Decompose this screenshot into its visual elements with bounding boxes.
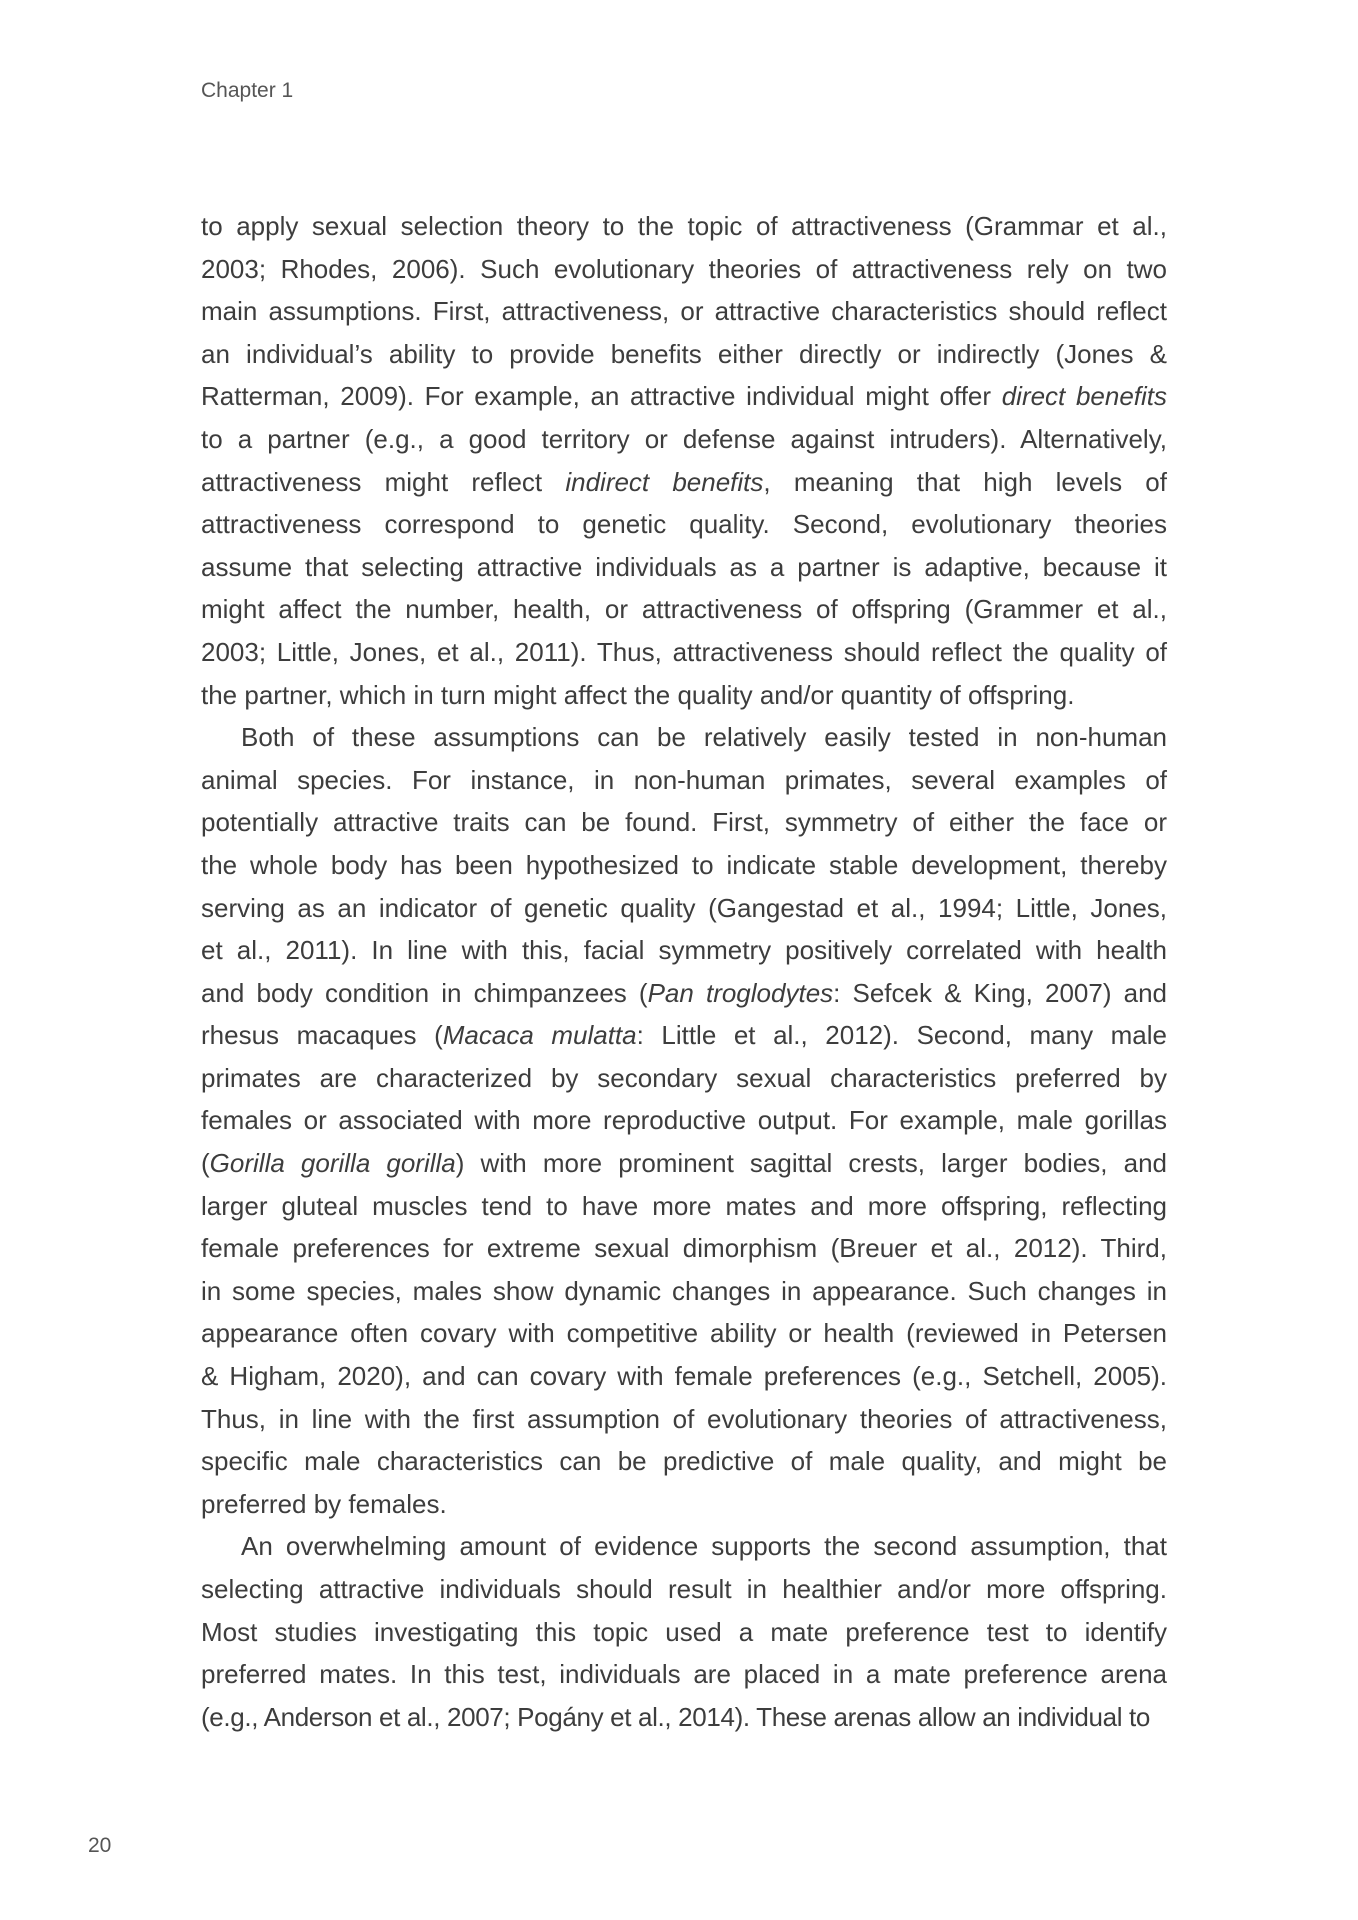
text-run: females or associated with more reproductive output. For example, male gorillas <box>201 1105 1167 1136</box>
text-run: 2003; Little, Jones, et al., 2011). Thus, attractiveness should reflect the quality of <box>201 636 1167 667</box>
text-line <box>201 248 1167 291</box>
text-run: and body condition in chimpanzees ( <box>201 977 648 1008</box>
text-run: the partner, which in turn might affect the quality and/or quantity of offspring. <box>201 679 1075 710</box>
text-run: rhesus macaques ( <box>201 1020 443 1051</box>
text-line <box>201 759 1167 802</box>
running-head: Chapter 1 <box>201 79 294 102</box>
paragraph-1 <box>201 205 1167 716</box>
text-run: (e.g., Anderson et al., 2007; Pogány et al., 2014). These arenas allow an individual to <box>201 1701 1151 1732</box>
text-line <box>201 1312 1167 1355</box>
text-line <box>201 674 1167 717</box>
text-line <box>201 546 1167 589</box>
text-line <box>201 1014 1167 1057</box>
text-line <box>201 972 1167 1015</box>
text-line <box>201 461 1167 504</box>
text-run: might affect the number, health, or attractiveness of offspring (Grammer et al., <box>201 594 1167 625</box>
text-run: specific male characteristics can be predictive of male quality, and might be <box>201 1446 1167 1477</box>
text-line <box>201 1568 1167 1611</box>
text-line <box>201 1525 1167 1568</box>
body-text <box>201 205 1167 1738</box>
text-line <box>201 1483 1167 1526</box>
text-run: appearance often covary with competitive ability or health (reviewed in Petersen <box>201 1318 1167 1349</box>
text-run: serving as an indicator of genetic quality (Gangestad et al., 1994; Little, Jones, <box>201 892 1167 923</box>
text-run: Ratterman, 2009). For example, an attractive individual might offer <box>201 381 1002 412</box>
text-line <box>201 1696 1167 1739</box>
text-line <box>201 1057 1167 1100</box>
text-line <box>201 1099 1167 1142</box>
text-line <box>201 588 1167 631</box>
text-line <box>201 333 1167 376</box>
italic-text: direct benefits <box>1001 381 1168 412</box>
text-line <box>201 1142 1167 1185</box>
text-run: the whole body has been hypothesized to indicate stable development, thereby <box>201 849 1167 880</box>
paragraph-2 <box>201 716 1167 1525</box>
italic-text: Macaca mulatta <box>442 1020 637 1051</box>
text-run: to a partner (e.g., a good territory or defense against intruders). Alternatively, <box>201 423 1167 454</box>
text-line <box>201 844 1167 887</box>
text-run: attractiveness correspond to genetic quality. Second, evolutionary theories <box>201 509 1167 540</box>
text-run: attractiveness might reflect <box>201 466 566 497</box>
text-line <box>201 887 1167 930</box>
text-line <box>201 1653 1167 1696</box>
text-line <box>201 375 1167 418</box>
text-line <box>201 1440 1167 1483</box>
text-run: preferred mates. In this test, individuals are placed in a mate preference arena <box>201 1659 1167 1690</box>
text-run: potentially attractive traits can be found. First, symmetry of either the face or <box>201 807 1167 838</box>
text-run: to apply sexual selection theory to the topic of attractiveness (Grammar et al., <box>201 211 1167 241</box>
text-run: main assumptions. First, attractiveness, or attractive characteristics should reflect <box>201 296 1167 327</box>
italic-text: Gorilla gorilla gorilla <box>209 1148 456 1179</box>
text-line <box>201 290 1167 333</box>
italic-text: indirect benefits <box>565 466 764 497</box>
text-line <box>201 1185 1167 1228</box>
text-run: preferred by females. <box>201 1488 447 1519</box>
text-line <box>201 1611 1167 1654</box>
text-run: animal species. For instance, in non-human primates, several examples of <box>201 764 1167 795</box>
text-line <box>201 503 1167 546</box>
text-line <box>201 205 1167 248</box>
italic-text: Pan troglodytes <box>647 977 834 1008</box>
page-number: 20 <box>88 1834 112 1857</box>
paragraph-3 <box>201 1525 1167 1738</box>
text-run: An overwhelming amount of evidence supports the second assumption, that <box>241 1531 1167 1562</box>
text-run: : Sefcek & King, 2007) and <box>833 977 1167 1008</box>
text-line <box>201 1270 1167 1313</box>
text-line <box>201 418 1167 461</box>
text-line <box>201 1398 1167 1441</box>
text-run: Thus, in line with the first assumption of evolutionary theories of attractiveness, <box>201 1403 1167 1434</box>
text-run: ) with more prominent sagittal crests, larger bodies, and <box>455 1148 1167 1179</box>
text-run: : Little et al., 2012). Second, many male <box>636 1020 1167 1051</box>
text-line <box>201 801 1167 844</box>
text-run: , meaning that high levels of <box>763 466 1167 497</box>
text-run: 2003; Rhodes, 2006). Such evolutionary theories of attractiveness rely on two <box>201 253 1167 284</box>
text-line <box>201 1227 1167 1270</box>
text-run: female preferences for extreme sexual dimorphism (Breuer et al., 2012). Third, <box>201 1233 1167 1264</box>
text-line <box>201 631 1167 674</box>
text-run: & Higham, 2020), and can covary with female preferences (e.g., Setchell, 2005). <box>201 1361 1167 1392</box>
text-run: larger gluteal muscles tend to have more mates and more offspring, reflecting <box>201 1190 1167 1221</box>
text-run: selecting attractive individuals should result in healthier and/or more offspring. <box>201 1574 1167 1604</box>
text-run: in some species, males show dynamic changes in appearance. Such changes in <box>201 1275 1167 1306</box>
text-run: et al., 2011). In line with this, facial symmetry positively correlated with health <box>201 935 1167 966</box>
text-run: Both of these assumptions can be relatively easily tested in non-human <box>241 722 1167 753</box>
text-run: Most studies investigating this topic used a mate preference test to identify <box>201 1616 1167 1647</box>
text-line <box>201 929 1167 972</box>
text-run: assume that selecting attractive individuals as a partner is adaptive, because it <box>201 551 1167 582</box>
text-line <box>201 1355 1167 1398</box>
text-run: an individual’s ability to provide benefits either directly or indirectly (Jones & <box>201 338 1167 369</box>
text-run: ( <box>201 1148 210 1179</box>
text-run: primates are characterized by secondary sexual characteristics preferred by <box>201 1062 1167 1093</box>
text-line <box>201 716 1167 759</box>
